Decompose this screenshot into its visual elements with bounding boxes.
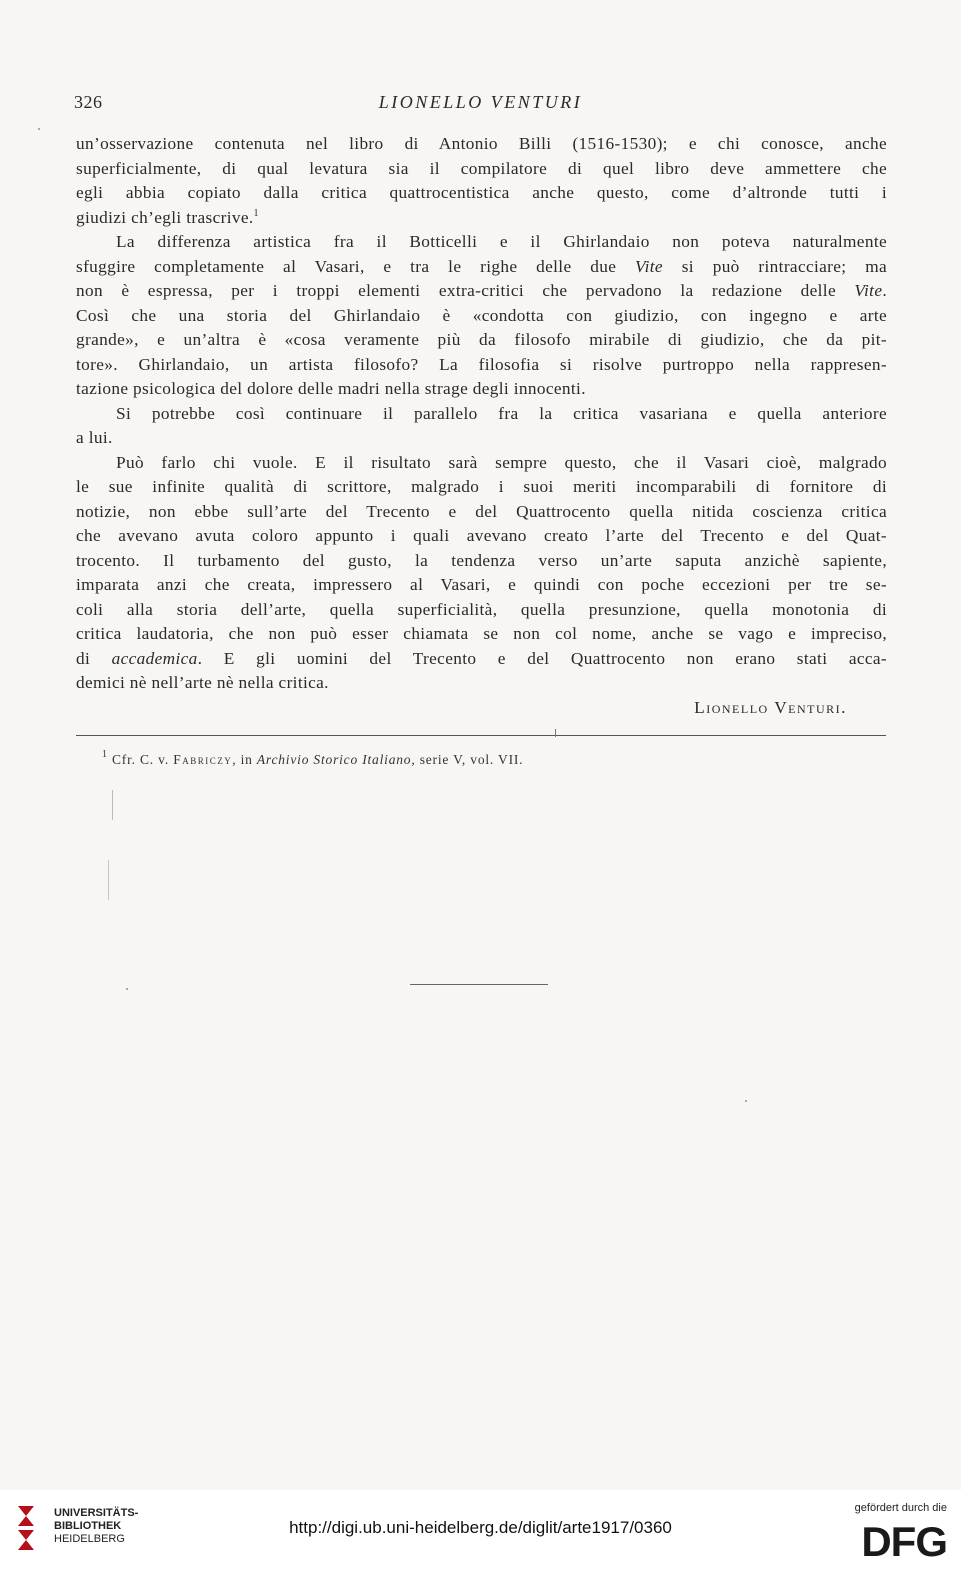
dfg-logo: DFG bbox=[861, 1518, 947, 1565]
text-line: demici nè nell’arte nè nella critica. bbox=[76, 673, 329, 692]
footnote-marker: 1 bbox=[102, 749, 108, 760]
text-line: tazione psicologica del dolore delle madri nella strage degli innocenti. bbox=[76, 379, 586, 398]
text-line: trocento. Il turbamento del gusto, la tendenza verso un’arte saputa anzichè sapiente, bbox=[76, 550, 887, 570]
digitization-footer bbox=[0, 1490, 961, 1583]
permalink-url[interactable]: http://digi.ub.uni-heidelberg.de/diglit/arte1917/0360 bbox=[289, 1518, 672, 1537]
text-line: superficialmente, di qual levatura sia il compilatore di quel libro deve ammettere che bbox=[76, 158, 887, 178]
text-line: le sue infinite qualità di scrittore, malgrado i suoi meriti incomparabili di fornitore di bbox=[76, 477, 887, 496]
text-span: si può rintracciare; ma bbox=[681, 256, 888, 276]
scan-speck bbox=[108, 860, 109, 900]
scan-speck bbox=[126, 988, 128, 990]
library-line: HEIDELBERG bbox=[54, 1533, 125, 1545]
text-line bbox=[76, 206, 887, 231]
footnote-journal: Archivio Storico Italiano bbox=[256, 752, 412, 767]
italic-title: Vite bbox=[635, 256, 663, 276]
text-line: che avevano avuta coloro appunto i quali avevano creato l’arte del Trecento e del Quat- bbox=[76, 526, 887, 545]
italic-term: accademica bbox=[111, 648, 198, 668]
footnote-reference: 1 bbox=[253, 207, 259, 219]
text-line: critica laudatoria, che non può esser chiamata se non col nome, anche se vago e impreciso, bbox=[76, 624, 887, 643]
library-line: BIBLIOTHEK bbox=[54, 1520, 122, 1532]
author-signature: Lionello Venturi. bbox=[694, 697, 847, 717]
text-line: un’osservazione contenuta nel libro di Antonio Billi (1516-1530); e chi conosce, anche bbox=[76, 134, 887, 153]
funding-note: gefördert durch die bbox=[854, 1502, 947, 1514]
end-rule bbox=[410, 984, 548, 985]
text-line: La differenza artistica fra il Botticelli e il Ghirlandaio non poteva naturalmente bbox=[116, 232, 887, 251]
page-number: 326 bbox=[74, 92, 103, 112]
text-line: notizie, non ebbe sull’arte del Trecento e del Quattrocento quella nitida coscienza critica bbox=[76, 501, 887, 521]
text-line: imparata anzi che creata, impressero al Vasari, e quindi con poche eccezioni per tre se- bbox=[76, 575, 887, 594]
text-span: . E gli uomini del Trecento e del Quattrocento non erano stati acca- bbox=[197, 648, 887, 668]
text-line: Può farlo chi vuole. E il risultato sarà sempre questo, che il Vasari cioè, malgrado bbox=[116, 452, 887, 472]
text-line: coli alla storia dell’arte, quella superficialità, quella presunzione, quella monotonia di bbox=[76, 599, 887, 619]
text-span: . bbox=[882, 281, 888, 300]
text-line: grande», e un’altra è «cosa veramente più da filosofo mirabile di giudizio, che da pit- bbox=[76, 330, 887, 349]
body-text bbox=[76, 132, 887, 720]
scan-speck bbox=[112, 790, 113, 820]
text-span: di bbox=[76, 648, 91, 668]
text-span: sfuggire completamente al Vasari, e tra le righe delle due bbox=[76, 256, 617, 276]
running-head bbox=[0, 92, 961, 116]
text-line: Così che una storia del Ghirlandaio è «condotta con giudizio, con ingegno e arte bbox=[76, 305, 887, 325]
footnote-separator-rule bbox=[76, 735, 886, 736]
footnote-text: Cfr. C. v. bbox=[112, 752, 170, 767]
text-line bbox=[76, 647, 887, 672]
footnote-author: Fabriczy bbox=[173, 752, 233, 767]
scan-speck bbox=[745, 1100, 747, 1102]
text-span: non è espressa, per i troppi elementi extra-critici che pervadono la redazione delle bbox=[76, 281, 836, 300]
running-title: LIONELLO VENTURI bbox=[378, 92, 583, 112]
scan-speck bbox=[38, 128, 40, 130]
text-line bbox=[76, 255, 887, 280]
italic-title: Vite bbox=[854, 281, 883, 300]
text-line: Si potrebbe così continuare il parallelo fra la critica vasariana e quella anteriore bbox=[116, 403, 887, 423]
footnote-text: , serie V, vol. VII. bbox=[411, 752, 524, 767]
rule-tick bbox=[555, 729, 556, 737]
text-line bbox=[76, 279, 887, 304]
text-span: giudizi ch’egli trascrive. bbox=[76, 207, 254, 227]
library-line: UNIVERSITÄTS- bbox=[54, 1507, 139, 1519]
footnote-text: , in bbox=[232, 752, 253, 767]
text-line: a lui. bbox=[76, 428, 113, 447]
text-line: tore». Ghirlandaio, un artista filosofo? La filosofia si risolve purtroppo nella rappresen- bbox=[76, 354, 887, 374]
footnote bbox=[102, 749, 524, 768]
text-line: egli abbia copiato dalla critica quattrocentistica anche questo, come d’altronde tutti i bbox=[76, 183, 887, 202]
